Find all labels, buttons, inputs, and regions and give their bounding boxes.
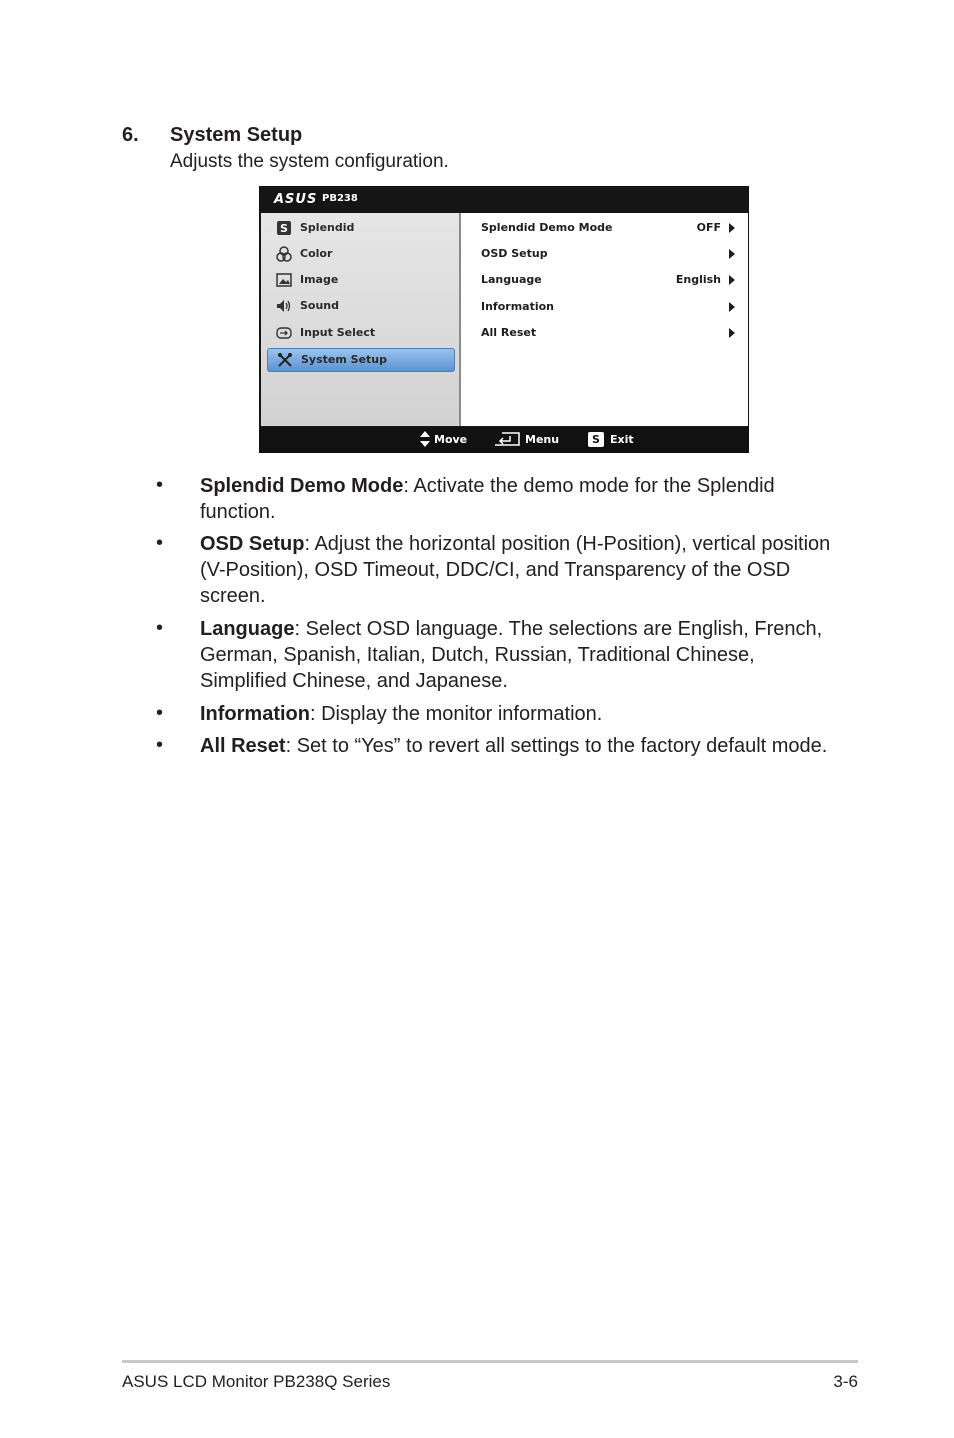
osd-main-menu [261,213,459,426]
bullet-all-reset: All Reset: Set to “Yes” to revert all settings to the factory default mode. [200,735,828,757]
footer-title: ASUS LCD Monitor PB238Q Series [122,1372,391,1391]
footer-move-label: Move [434,433,468,446]
footer-divider [122,1360,858,1363]
arrow-right-icon [729,302,735,312]
tools-icon [277,352,293,368]
menu-item-image[interactable]: Image [267,269,455,291]
bullet-osd-setup: OSD Setup: Adjust the horizontal position (H-Position), vertical position (V-Position), OSD Timeout, DDC/CI, and Transparency of the OSD screen. [200,533,831,607]
exit-s-icon: S [588,432,604,447]
bullet-language: Language: Select OSD language. The selections are English, French, German, Spanish, Italian, Dutch, Russian, Traditional Chinese, Simplified Chinese, and Japanese. [200,618,823,692]
footer-menu-label: Menu [525,433,560,446]
bullet-marker: • [156,734,164,756]
svg-text:S: S [280,222,288,235]
menu-item-sound[interactable]: Sound [267,295,455,317]
menu-enter-icon [494,432,520,446]
submenu-all-reset[interactable]: All Reset [481,326,735,344]
section-title: System Setup [170,124,303,146]
page-number: 3-6 [833,1372,858,1391]
asus-logo: ASUS [274,192,318,207]
bullet-splendid-demo-mode: Splendid Demo Mode: Activate the demo mode for the Splendid function. [200,475,775,523]
arrow-right-icon [729,328,735,338]
up-down-arrow-icon [420,431,430,447]
bullet-information: Information: Display the monitor information. [200,703,603,725]
submenu-information[interactable]: Information [481,300,735,318]
menu-item-system-setup[interactable]: System Setup [267,348,455,372]
arrow-right-icon [729,223,735,233]
menu-item-input-select[interactable]: Input Select [267,322,455,344]
osd-footer [260,427,748,452]
submenu-splendid-demo-mode[interactable]: Splendid Demo Mode OFF [481,221,735,239]
bullet-marker: • [156,532,164,554]
image-icon [276,272,292,288]
footer-exit-label: Exit [610,433,634,446]
bullet-marker: • [156,617,164,639]
osd-screenshot [259,186,749,453]
bullet-marker: • [156,474,164,496]
bullet-marker: • [156,702,164,724]
splendid-s-icon [276,220,292,236]
osd-model-name: PB238 [322,193,358,204]
menu-item-color[interactable]: Color [267,243,455,265]
submenu-language[interactable]: Language English [481,273,735,291]
speaker-icon [276,298,292,314]
color-circles-icon [276,246,292,262]
osd-header [260,187,748,213]
arrow-right-icon [729,275,735,285]
osd-submenu [461,213,748,426]
menu-item-splendid[interactable]: S Splendid [267,217,455,239]
arrow-right-icon [729,249,735,259]
input-select-icon [276,325,292,341]
section-description: Adjusts the system configuration. [170,151,449,172]
section-number: 6. [122,124,139,146]
submenu-osd-setup[interactable]: OSD Setup [481,247,735,265]
